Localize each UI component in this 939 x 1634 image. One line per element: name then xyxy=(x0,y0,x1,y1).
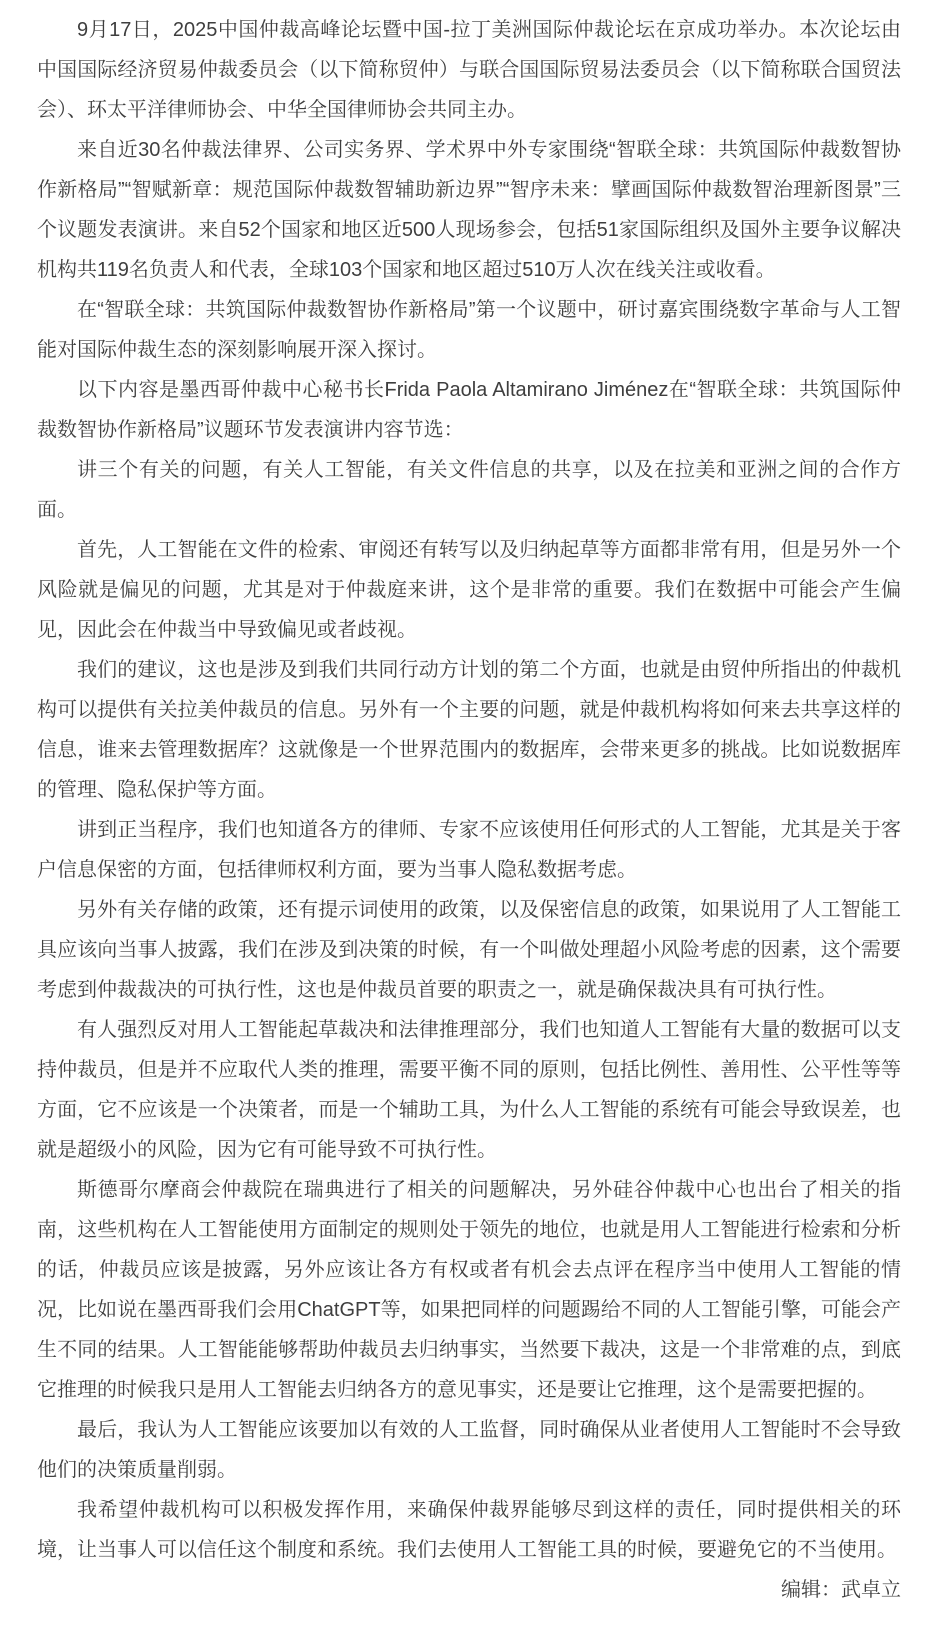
article-paragraph: 我希望仲裁机构可以积极发挥作用，来确保仲裁界能够尽到这样的责任，同时提供相关的环境，让当事人可以信任这个制度和系统。我们去使用人工智能工具的时候，要避免它的不当使用。 xyxy=(37,1499,901,1561)
article-paragraph: 讲三个有关的问题，有关人工智能，有关文件信息的共享，以及在拉美和亚洲之间的合作方面。 xyxy=(37,459,901,521)
article-body xyxy=(37,10,901,1570)
article-paragraph: 9月17日，2025中国仲裁高峰论坛暨中国-拉丁美洲国际仲裁论坛在京成功举办。本次论坛由中国国际经济贸易仲裁委员会（以下简称贸仲）与联合国国际贸易法委员会（以下简称联合国贸法会）、环太平洋律师协会、中华全国律师协会共同主办。 xyxy=(37,19,901,121)
article-paragraph: 最后，我认为人工智能应该要加以有效的人工监督，同时确保从业者使用人工智能时不会导致他们的决策质量削弱。 xyxy=(37,1419,901,1481)
article-paragraph: 来自近30名仲裁法律界、公司实务界、学术界中外专家围绕“智联全球：共筑国际仲裁数智协作新格局”“智赋新章：规范国际仲裁数智辅助新边界”“智序未来：擘画国际仲裁数智治理新图景”三个议题发表演讲。来自52个国家和地区近500人现场参会，包括51家国际组织及国外主要争议解决机构共119名负责人和代表，全球103个国家和地区超过510万人次在线关注或收看。 xyxy=(37,139,901,281)
article-paragraph: 在“智联全球：共筑国际仲裁数智协作新格局”第一个议题中，研讨嘉宾围绕数字革命与人工智能对国际仲裁生态的深刻影响展开深入探讨。 xyxy=(37,299,901,361)
article-paragraph: 有人强烈反对用人工智能起草裁决和法律推理部分，我们也知道人工智能有大量的数据可以支持仲裁员，但是并不应取代人类的推理，需要平衡不同的原则，包括比例性、善用性、公平性等等方面，它不应该是一个决策者，而是一个辅助工具，为什么人工智能的系统有可能会导致误差，也就是超级小的风险，因为它有可能导致不可执行性。 xyxy=(37,1019,901,1161)
editor-credit: 编辑：武卓立 xyxy=(781,1579,901,1601)
article-paragraph: 我们的建议，这也是涉及到我们共同行动方计划的第二个方面，也就是由贸仲所指出的仲裁机构可以提供有关拉美仲裁员的信息。另外有一个主要的问题，就是仲裁机构将如何来去共享这样的信息，谁来去管理数据库？这就像是一个世界范围内的数据库，会带来更多的挑战。比如说数据库的管理、隐私保护等方面。 xyxy=(37,659,901,801)
article-paragraph: 另外有关存储的政策，还有提示词使用的政策，以及保密信息的政策，如果说用了人工智能工具应该向当事人披露，我们在涉及到决策的时候，有一个叫做处理超小风险考虑的因素，这个需要考虑到仲裁裁决的可执行性，这也是仲裁员首要的职责之一，就是确保裁决具有可执行性。 xyxy=(37,899,901,1001)
article-paragraph: 首先，人工智能在文件的检索、审阅还有转写以及归纳起草等方面都非常有用，但是另外一个风险就是偏见的问题，尤其是对于仲裁庭来讲，这个是非常的重要。我们在数据中可能会产生偏见，因此会在仲裁当中导致偏见或者歧视。 xyxy=(37,539,901,641)
article-paragraph: 讲到正当程序，我们也知道各方的律师、专家不应该使用任何形式的人工智能，尤其是关于客户信息保密的方面，包括律师权利方面，要为当事人隐私数据考虑。 xyxy=(37,819,901,881)
article-paragraph: 以下内容是墨西哥仲裁中心秘书长Frida Paola Altamirano Jiménez在“智联全球：共筑国际仲裁数智协作新格局”议题环节发表演讲内容节选： xyxy=(37,379,901,441)
article-paragraph: 斯德哥尔摩商会仲裁院在瑞典进行了相关的问题解决，另外硅谷仲裁中心也出台了相关的指南，这些机构在人工智能使用方面制定的规则处于领先的地位，也就是用人工智能进行检索和分析的话，仲裁员应该是披露，另外应该让各方有权或者有机会去点评在程序当中使用人工智能的情况，比如说在墨西哥我们会用ChatGPT等，如果把同样的问题踢给不同的人工智能引擎，可能会产生不同的结果。人工智能能够帮助仲裁员去归纳事实，当然要下裁决，这是一个非常难的点，到底它推理的时候我只是用人工智能去归纳各方的意见事实，还是要让它推理，这个是需要把握的。 xyxy=(37,1179,901,1401)
